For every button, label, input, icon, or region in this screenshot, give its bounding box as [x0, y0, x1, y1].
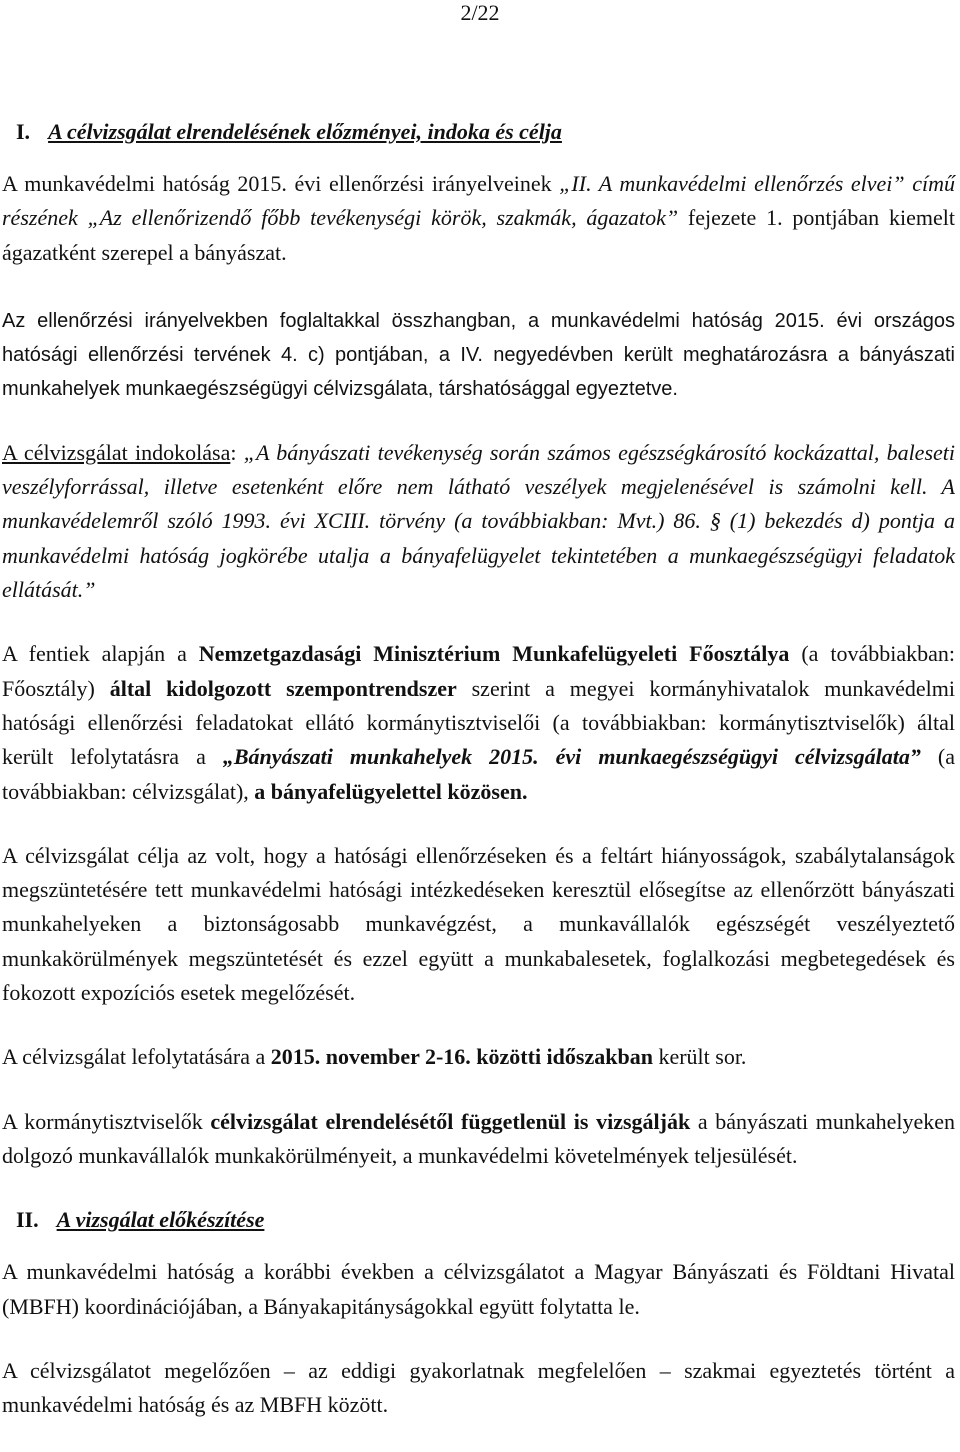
- document-body: [2, 115, 955, 1452]
- bold-italic-run: „Bányászati munkahelyek 2015. évi munkaegészségügyi célvizsgálata”: [222, 744, 921, 770]
- italic-quote: „A bányászati tevékenység során számos egészségkárosító kockázattal, baleseti veszélyforrással, illetve esetenként előre nem látható veszélyek megjelenésével is számolni kell. A munkavédelemről szóló 1993. évi XCIII. törvény (a továbbiakban: Mvt.) 86. § (1) bekezdés d) pontja a munkavédelmi hatóság jogkörébe utalja a bányafelügyelet tekintetében a munkaegészségügyi feladatok ellátását.”: [2, 439, 955, 603]
- bold-run: célvizsgálat elrendelésétől függetlenül is vizsgálják: [210, 1108, 691, 1134]
- text-run: került sor.: [652, 1044, 747, 1070]
- text-run: a bányászati munkahelyeken dolgozó munkavállalók munkakörülményeit, a munkavédelmi követelmények teljesülését.: [2, 1108, 955, 1168]
- text-run: :: [230, 439, 244, 465]
- text-run: fejezete 1. pontjában kiemelt ágazatként szerepel a bányászat.: [2, 205, 955, 265]
- paragraph-consultation: A célvizsgálatot megelőzően – az eddigi gyakorlatnak megfelelően – szakmai egyeztetés történt a munkavédelmi hatóság és az MBFH között.: [2, 1357, 955, 1418]
- paragraph-previous-years: A munkavédelmi hatóság a korábbi években a célvizsgálatot a Magyar Bányászati és Földtani Hivatal (MBFH) koordinációjában, a Bányakapitányságokkal együtt folytatta le.: [2, 1259, 955, 1319]
- text-run: A fentiek alapján a: [2, 641, 199, 667]
- section-heading-2: [2, 1203, 955, 1237]
- text-run: (a továbbiakban: célvizsgálat),: [2, 744, 955, 804]
- text-run: (a továbbiakban: Főosztály): [2, 641, 955, 701]
- section-heading-1: [2, 115, 955, 149]
- section-title: A vizsgálat előkészítése: [56, 1207, 265, 1233]
- paragraph-justification: [2, 436, 955, 607]
- section-number: II.: [16, 1207, 39, 1233]
- bold-run: a bányafelügyelettel közösen.: [254, 778, 528, 804]
- paragraph-basis: [2, 637, 955, 808]
- bold-run: által kidolgozott szempontrendszer: [109, 675, 457, 701]
- paragraph-goal: A célvizsgálat célja az volt, hogy a hatósági ellenőrzéseken és a feltárt hiányosságok, szabálytalanságok megszüntetésére tett munkavédelmi hatósági intézkedéseken keresztül elősegítse az ellenőrzött bányászati munkahelyeken a biztonságosabb munkavégzést, a munkavállalók egészségét veszélyeztető munkakörülmények megszüntetését és ezzel együtt a munkabalesetek, foglalkozási megbetegedések és fokozott expozíciós esetek megelőzését.: [2, 842, 955, 1006]
- text-run: A munkavédelmi hatóság 2015. évi ellenőrzési irányelveinek: [2, 171, 560, 196]
- text-run: A kormánytisztviselők: [2, 1108, 211, 1134]
- bold-run: 2015. november 2-16. közötti időszakban: [270, 1044, 653, 1070]
- text-run: A célvizsgálat lefolytatására a: [2, 1044, 271, 1070]
- section-number: I.: [16, 119, 31, 144]
- paragraph-inspection-plan: Az ellenőrzési irányelvekben foglaltakkal összhangban, a munkavédelmi hatóság 2015. évi országos hatósági ellenőrzési tervének 4. c) pontjában, a IV. negyedévben került meghatározásra a bányászati munkahelyek munkaegészségügyi célvizsgálata, társhatósággal egyeztetve.: [2, 309, 955, 400]
- paragraph-independent: [2, 1105, 955, 1174]
- paragraph-guidelines: [2, 167, 955, 270]
- paragraph-period: [2, 1040, 955, 1074]
- bold-run: Nemzetgazdasági Minisztérium Munkafelügyeleti Főosztálya: [198, 641, 790, 667]
- section-title: A célvizsgálat elrendelésének előzményei, indoka és célja: [48, 119, 562, 144]
- page-number: 2/22: [460, 0, 500, 25]
- italic-run: „II. A munkavédelmi ellenőrzés elvei” című részének „Az ellenőrizendő főbb tevékenységi körök, szakmák, ágazatok”: [2, 171, 955, 231]
- underlined-label: A célvizsgálat indokolása: [2, 439, 231, 465]
- text-run: szerint a megyei kormányhivatalok munkavédelmi hatósági ellenőrzési feladatokat ellátó kormánytisztviselői (a továbbiakban: kormánytisztviselők) által került lefolytatásra a: [2, 675, 955, 770]
